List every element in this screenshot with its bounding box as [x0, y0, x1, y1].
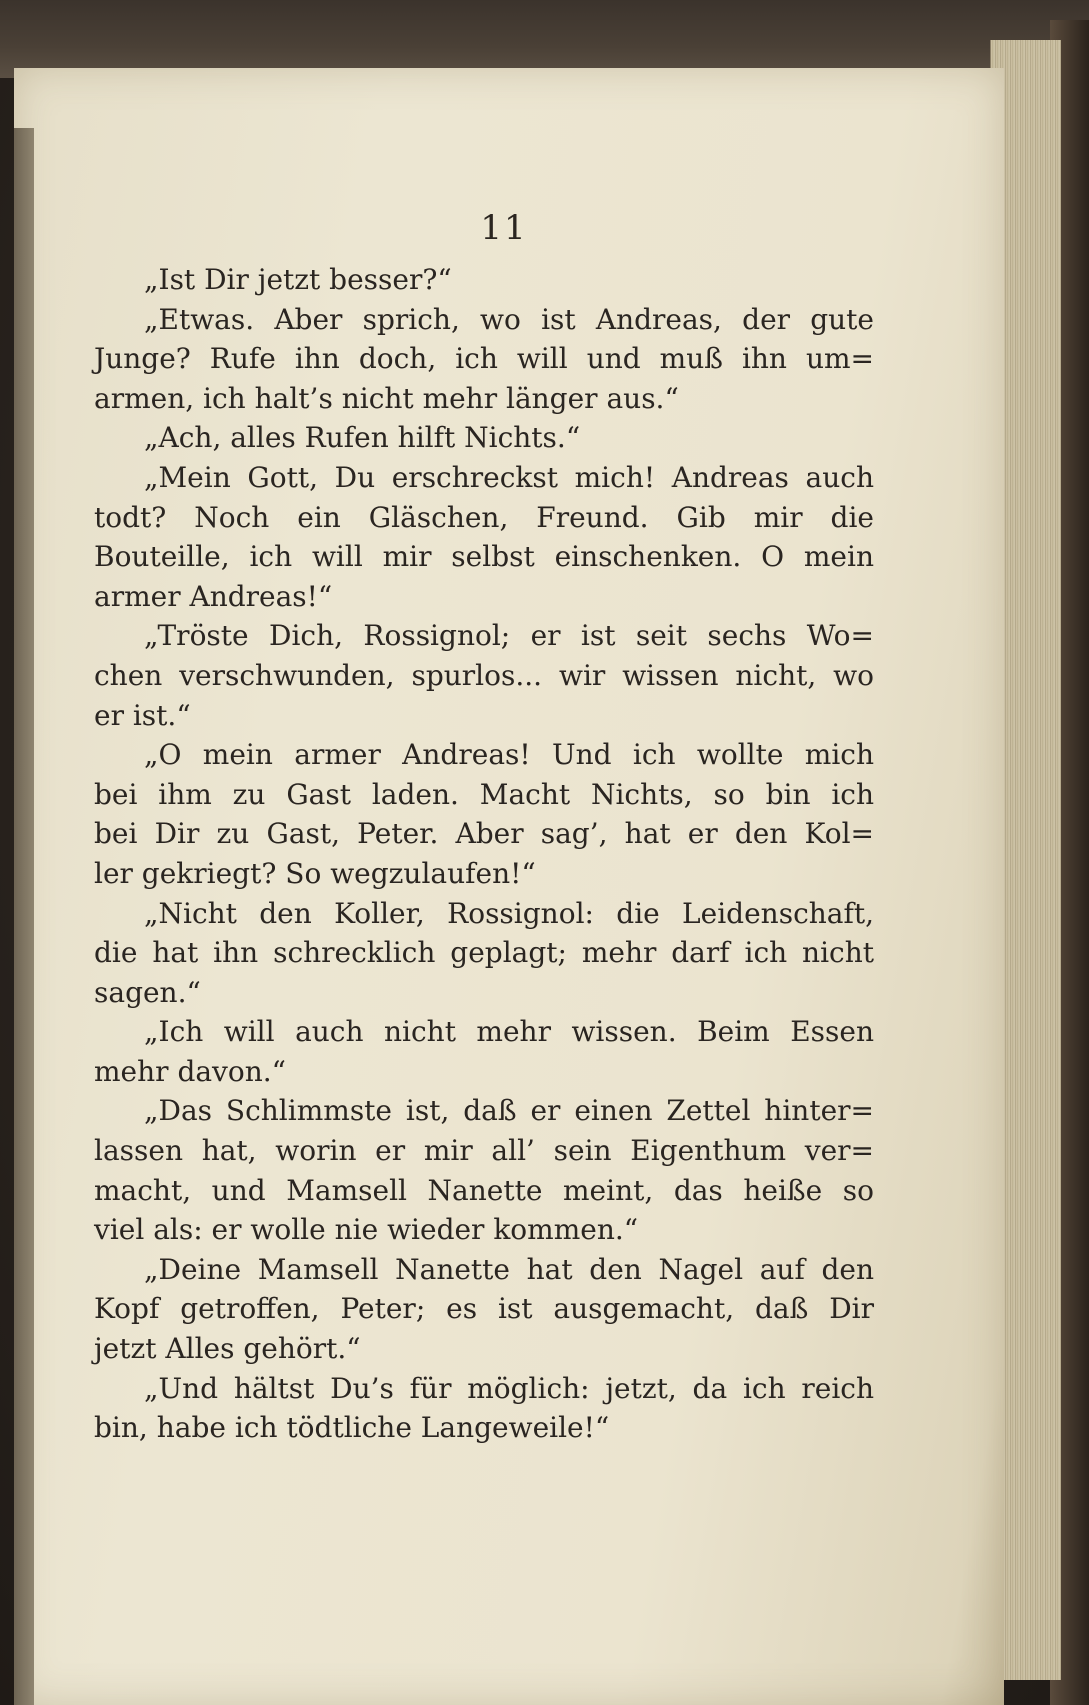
book-page — [14, 68, 1004, 1705]
binding-top-edge — [0, 0, 1089, 78]
text-line: „O mein armer Andreas! Und ich wollte mich — [144, 738, 874, 772]
text-line: mehr davon.“ — [94, 1054, 286, 1088]
text-line: lassen hat, worin er mir all’ sein Eigenthum ver= — [94, 1134, 874, 1168]
text-line: „Nicht den Koller, Rossignol: die Leidenschaft, — [144, 896, 874, 930]
text-line: „Und hältst Du’s für möglich: jetzt, da ich reich — [144, 1371, 874, 1405]
text-line: sagen.“ — [94, 975, 201, 1009]
page-gutter — [14, 128, 34, 1705]
text-line: „Ist Dir jetzt besser?“ — [144, 263, 452, 296]
text-line: Kopf getroffen, Peter; es ist ausgemacht, daß Dir — [94, 1292, 874, 1326]
page-number: 11 — [480, 208, 528, 248]
text-line: Bouteille, ich will mir selbst einschenken. O mein — [94, 540, 874, 574]
text-line: die hat ihn schrecklich geplagt; mehr darf ich nicht — [94, 936, 874, 970]
text-line: bin, habe ich tödtliche Langeweile!“ — [94, 1411, 610, 1445]
text-line: bei Dir zu Gast, Peter. Aber sag’, hat er den Kol= — [94, 817, 874, 851]
text-line: bei ihm zu Gast laden. Macht Nichts, so bin ich — [94, 777, 874, 811]
text-line: chen verschwunden, spurlos... wir wissen nicht, wo — [94, 658, 874, 692]
text-line: todt? Noch ein Gläschen, Freund. Gib mir die — [94, 500, 874, 534]
text-line: macht, und Mamsell Nanette meint, das heiße so — [94, 1173, 874, 1207]
text-line: „Deine Mamsell Nanette hat den Nagel auf den — [144, 1252, 874, 1286]
body-text — [94, 260, 874, 1448]
text-line: armer Andreas!“ — [94, 579, 333, 613]
text-line: „Ach, alles Rufen hilft Nichts.“ — [144, 421, 581, 455]
text-line: „Das Schlimmste ist, daß er einen Zettel hinter= — [144, 1094, 874, 1128]
text-line: armen, ich halt’s nicht mehr länger aus.“ — [94, 381, 679, 415]
text-line: Junge? Rufe ihn doch, ich will und muß ihn um= — [94, 342, 874, 376]
text-line: jetzt Alles gehört.“ — [94, 1332, 361, 1366]
text-line: ler gekriegt? So wegzulaufen!“ — [94, 856, 536, 890]
text-line: „Tröste Dich, Rossignol; er ist seit sechs Wo= — [144, 619, 874, 653]
text-line: viel als: er wolle nie wieder kommen.“ — [94, 1213, 639, 1247]
text-line: „Etwas. Aber sprich, wo ist Andreas, der gute — [144, 302, 874, 336]
text-line: er ist.“ — [94, 698, 191, 732]
text-line: „Mein Gott, Du erschreckst mich! Andreas auch — [144, 460, 874, 494]
text-line: „Ich will auch nicht mehr wissen. Beim Essen — [144, 1015, 874, 1049]
